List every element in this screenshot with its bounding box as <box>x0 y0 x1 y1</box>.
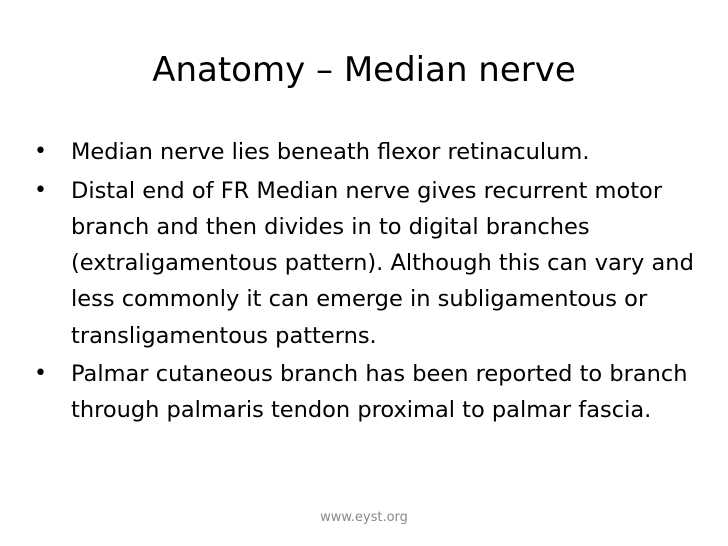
slide-title: Anatomy – Median nerve <box>152 50 576 90</box>
bullet-icon: • <box>34 361 47 387</box>
footer-url: www.eyst.org <box>320 510 408 525</box>
bullet-item <box>34 134 694 170</box>
bullet-list <box>34 134 694 431</box>
bullet-item <box>34 356 694 428</box>
bullet-icon: • <box>34 139 47 164</box>
bullet-text: Distal end of FR Median nerve gives recurrent motor branch and then divides in to digital branches (extraligamentous pattern). Although this can vary and less commonly it can emerge in subligamentous or transligamentous patterns. <box>71 177 694 349</box>
bullet-text: Palmar cutaneous branch has been reported to branch through palmaris tendon proximal to palmar fascia. <box>71 361 688 424</box>
bullet-text: Median nerve lies beneath flexor retinaculum. <box>71 139 590 165</box>
bullet-item <box>34 173 694 354</box>
bullet-icon: • <box>34 177 47 203</box>
